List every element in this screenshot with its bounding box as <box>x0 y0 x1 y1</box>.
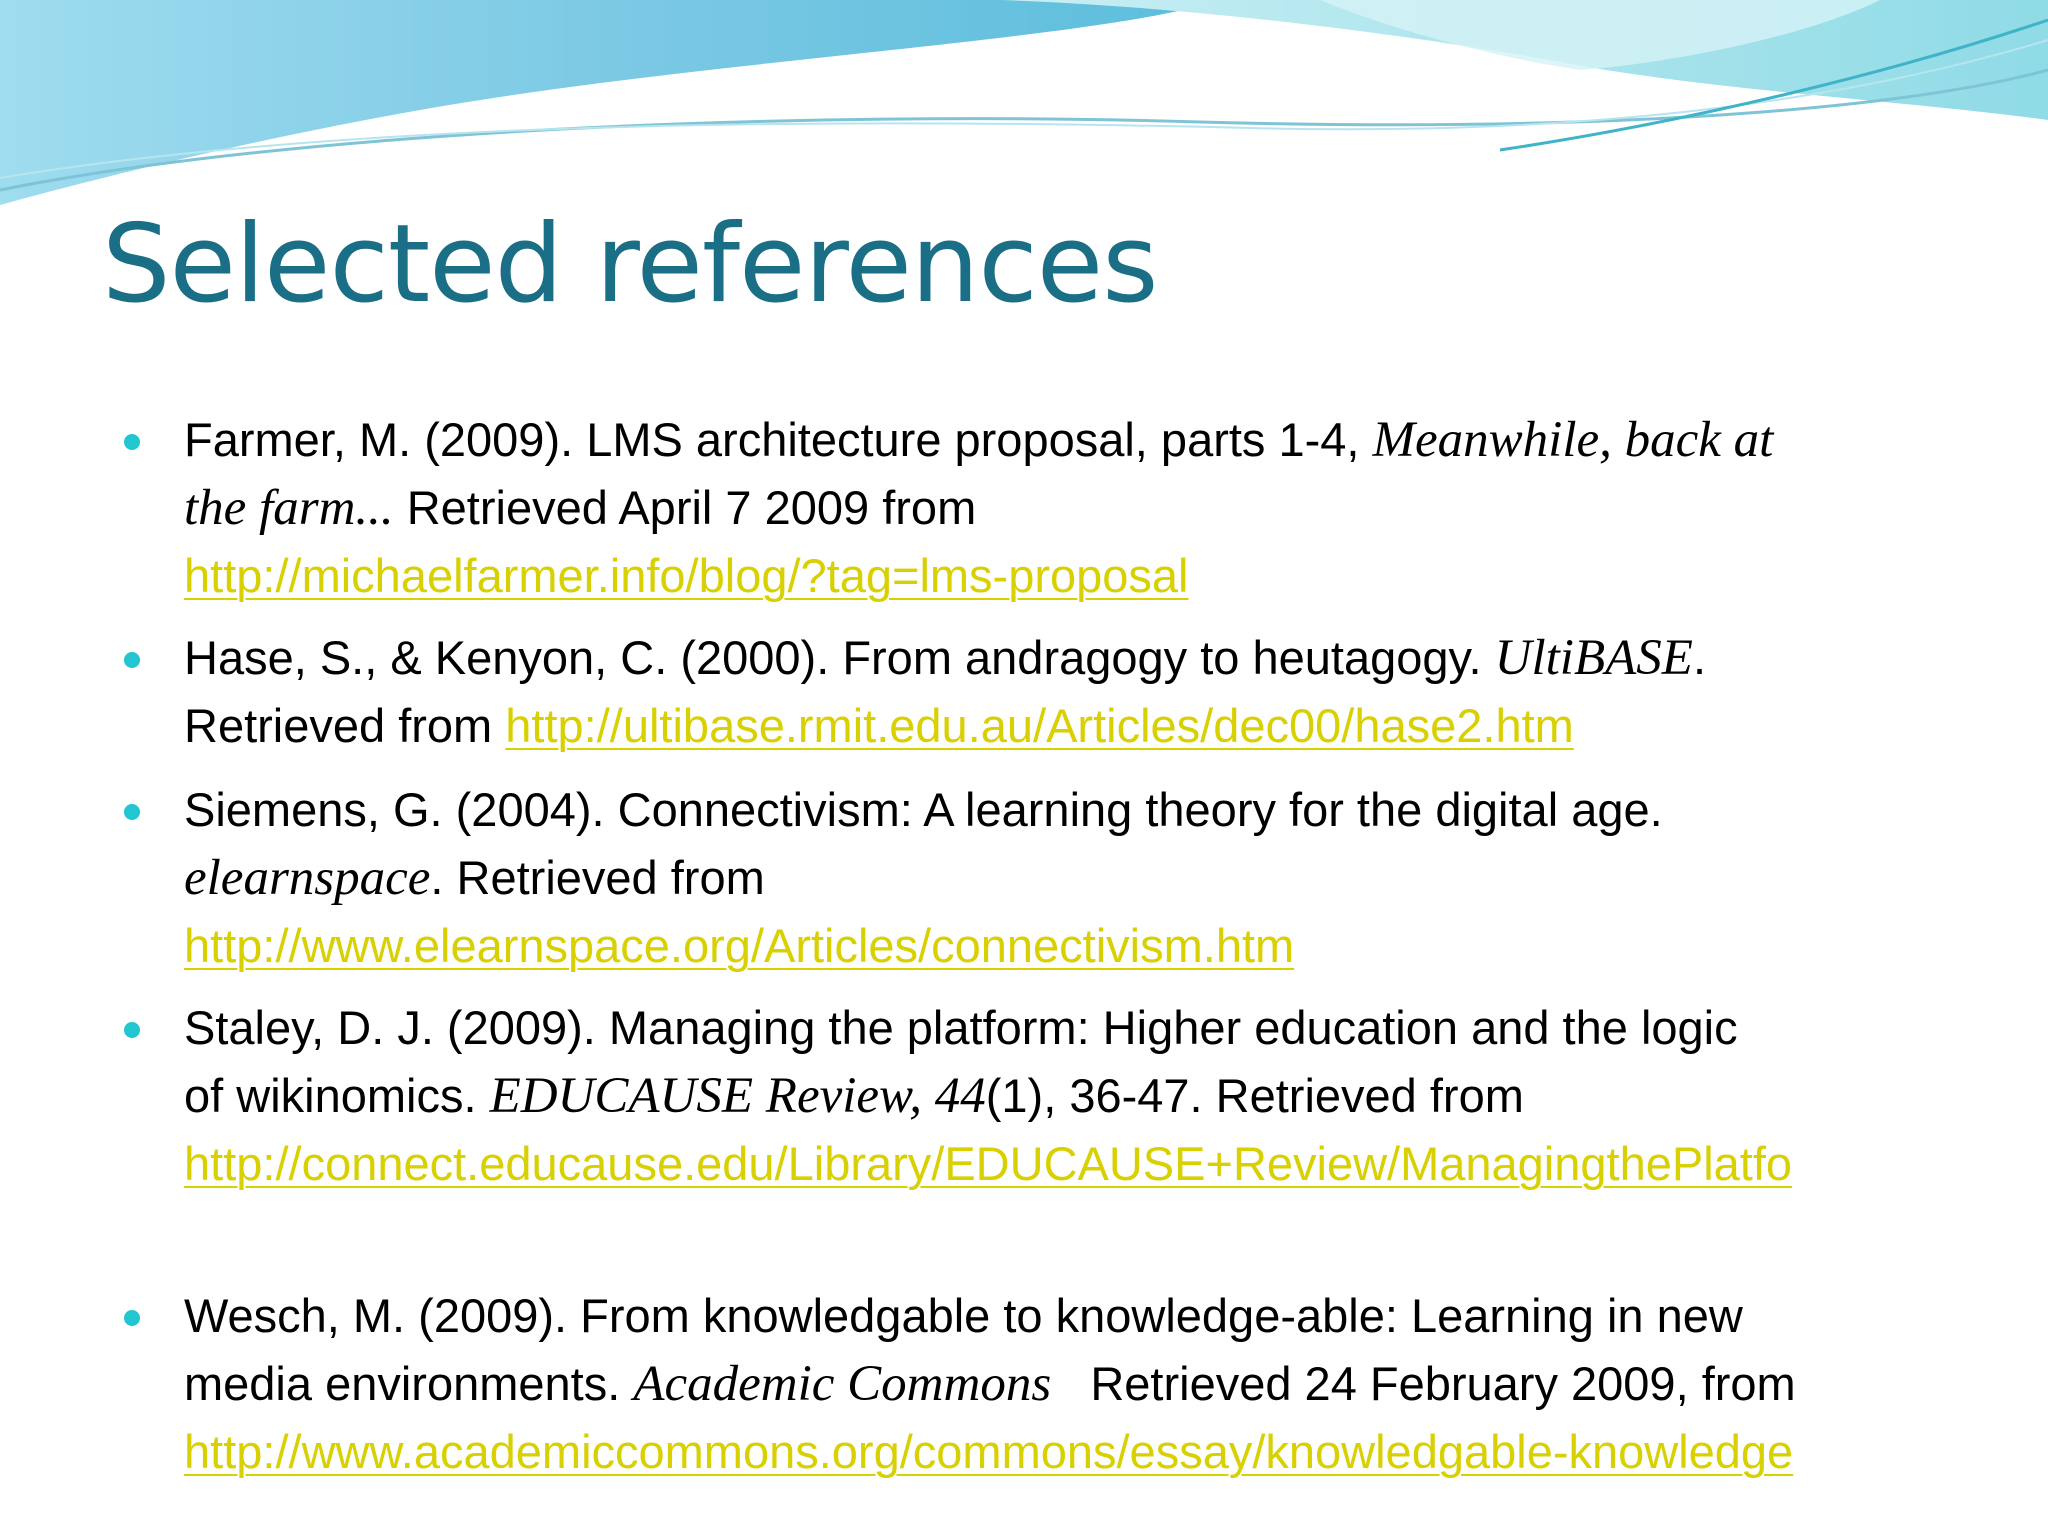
reference-item <box>184 624 1924 760</box>
reference-source-italic: Academic Commons <box>633 1356 1052 1412</box>
reference-text: . Retrieved from <box>430 851 765 904</box>
reference-link[interactable]: http://connect.educause.edu/Library/EDUCAUSE+Review/ManagingthePlatfo <box>184 1137 1793 1190</box>
reference-text: Staley, D. J. (2009). Managing the platform: Higher education and the logic <box>184 1001 1738 1054</box>
reference-text: Wesch, M. (2009). From knowledgable to knowledge-able: Learning in new <box>184 1289 1743 1342</box>
reference-item <box>184 1282 1924 1486</box>
reference-source-italic: Meanwhile, back at <box>1372 412 1774 468</box>
reference-text: of wikinomics. <box>184 1069 490 1122</box>
slide-title: Selected references <box>102 202 1158 327</box>
reference-link[interactable]: http://www.academiccommons.org/commons/essay/knowledgable-knowledge <box>184 1425 1794 1478</box>
reference-text: Siemens, G. (2004). Connectivism: A learning theory for the digital age. <box>184 783 1663 836</box>
reference-text: . <box>1692 631 1707 684</box>
reference-item <box>184 406 1924 610</box>
bullet-icon <box>124 1310 140 1326</box>
bullet-icon <box>124 652 140 668</box>
reference-item <box>184 776 1924 980</box>
reference-link[interactable]: http://ultibase.rmit.edu.au/Articles/dec00/hase2.htm <box>505 699 1574 752</box>
reference-link[interactable]: http://michaelfarmer.info/blog/?tag=lms-proposal <box>184 549 1189 602</box>
reference-source-italic: EDUCAUSE Review, 44 <box>489 1068 986 1124</box>
reference-text: Retrieved April 7 2009 from <box>393 481 977 534</box>
bullet-icon <box>124 1022 140 1038</box>
reference-source-italic: the farm... <box>184 480 394 536</box>
reference-text: media environments. <box>184 1357 634 1410</box>
bullet-icon <box>124 434 140 450</box>
reference-source-italic: UltiBASE <box>1494 630 1693 686</box>
reference-link[interactable]: http://www.elearnspace.org/Articles/connectivism.htm <box>184 919 1295 972</box>
reference-source-italic: elearnspace <box>184 850 431 906</box>
reference-text: Hase, S., & Kenyon, C. (2000). From andragogy to heutagogy. <box>184 631 1495 684</box>
reference-item <box>184 994 1924 1198</box>
reference-text: Retrieved 24 February 2009, from <box>1051 1357 1796 1410</box>
reference-text: (1), 36-47. Retrieved from <box>985 1069 1524 1122</box>
reference-text: Retrieved from <box>184 699 506 752</box>
reference-text: Farmer, M. (2009). LMS architecture proposal, parts 1-4, <box>184 413 1373 466</box>
bullet-icon <box>124 804 140 820</box>
